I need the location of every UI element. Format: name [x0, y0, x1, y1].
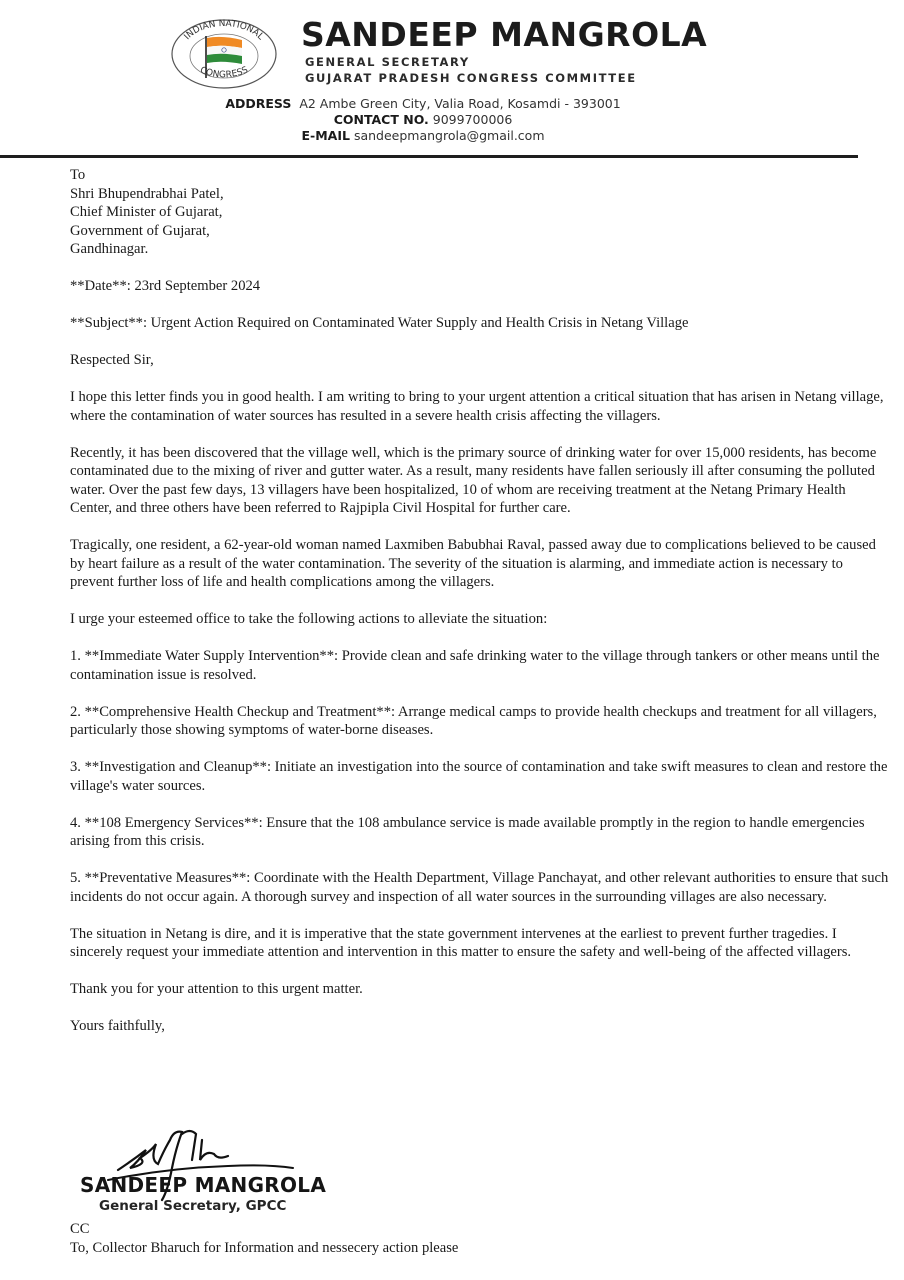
action-item: 4. **108 Emergency Services**: Ensure that the 108 ambulance service is made available promptly in the region to handle emergencies arising from this crisis.: [70, 814, 865, 849]
congress-logo-icon: [170, 18, 278, 90]
cc-label: CC: [70, 1221, 90, 1237]
recipient-line: Chief Minister of Gujarat,: [70, 204, 223, 220]
paragraph: Tragically, one resident, a 62-year-old woman named Laxmiben Babubhai Raval, passed away due to complications believed to be caused by heart failure as a result of the water contamination. The severity of the situation is alarming, and immediate action is necessary to prevent further loss of life and health complications among the villagers.: [70, 537, 876, 590]
email-label: E-MAIL: [301, 128, 350, 143]
paragraph: I urge your esteemed office to take the following actions to alleviate the situation:: [70, 611, 548, 627]
cc-text: To, Collector Bharuch for Information and nessecery action please: [70, 1239, 459, 1256]
email-value: sandeepmangrola@gmail.com: [353, 128, 545, 143]
sign-off: Yours faithfully,: [70, 1018, 165, 1034]
recipient-line: Government of Gujarat,: [70, 222, 210, 239]
letterhead: [0, 0, 904, 160]
recipient-line: Shri Bhupendrabhai Patel,: [70, 185, 224, 202]
letterhead-organization: GUJARAT PRADESH CONGRESS COMMITTEE: [305, 71, 637, 85]
cc-block: [70, 1220, 458, 1257]
header-divider: [0, 155, 858, 158]
action-item: 5. **Preventative Measures**: Coordinate with the Health Department, Village Panchayat, and other relevant authorities to ensure that such incidents do not occur again. A thorough survey and inspection of all water sources in the surrounding villages are also necessary.: [70, 870, 889, 905]
contact-value: 9099700006: [432, 112, 513, 127]
action-item: 3. **Investigation and Cleanup**: Initiate an investigation into the source of contamination and take swift measures to clean and restore the village's water sources.: [70, 759, 888, 794]
address-label: ADDRESS: [225, 96, 292, 111]
signatory-name: SANDEEP MANGROLA: [80, 1173, 327, 1197]
signatory-title: General Secretary, GPCC: [99, 1198, 287, 1214]
paragraph: Recently, it has been discovered that the village well, which is the primary source of drinking water for over 15,000 residents, has become contaminated due to the mixing of river and gutter water. As a result, many residents have fallen seriously ill after consuming the polluted water. Over the past few days, 13 villagers have been hospitalized, 10 of whom are receiving treatment at the Netang Primary Health Center, and three others have been referred to Rajpipla Civil Hospital for further care.: [70, 444, 877, 516]
action-item: 2. **Comprehensive Health Checkup and Treatment**: Arrange medical camps to provide health checkups and treatment for all villagers, particularly those showing symptoms of water-borne diseases.: [70, 703, 877, 738]
svg-text:INDIAN NATIONAL: INDIAN NATIONAL: [182, 18, 266, 43]
letterhead-name-block: [301, 16, 707, 86]
closing-paragraph: The situation in Netang is dire, and it is imperative that the state government intervenes at the earliest to prevent further tragedies. I sincerely request your immediate attention and intervention in this matter to ensure the safety and well-being of the affected villagers.: [70, 925, 852, 960]
letter-body: [70, 166, 890, 1054]
svg-text:CONGRESS: CONGRESS: [198, 65, 250, 81]
address-value: A2 Ambe Green City, Valia Road, Kosamdi - 393001: [299, 96, 621, 111]
subject-line: **Subject**: Urgent Action Required on Contaminated Water Supply and Health Crisis in Netang Village: [70, 315, 689, 331]
recipient-block: [70, 166, 890, 259]
date-line: **Date**: 23rd September 2024: [70, 278, 261, 294]
closing-paragraph: Thank you for your attention to this urgent matter.: [70, 981, 363, 997]
recipient-line: Gandhinagar.: [70, 241, 149, 257]
paragraph: I hope this letter finds you in good health. I am writing to bring to your urgent attention a critical situation that has arisen in Netang village, where the contamination of water sources has resulted in a severe health crisis affecting the villagers.: [70, 389, 884, 424]
to-label: To: [70, 167, 86, 183]
letterhead-designation: GENERAL SECRETARY: [305, 55, 470, 69]
contact-label: CONTACT NO.: [333, 112, 429, 127]
action-item: 1. **Immediate Water Supply Intervention**: Provide clean and safe drinking water to the village through tankers or other means until the contamination issue is resolved.: [70, 648, 880, 683]
salutation: Respected Sir,: [70, 352, 154, 368]
email-line: [0, 127, 846, 145]
letterhead-name: SANDEEP MANGROLA: [301, 15, 708, 54]
